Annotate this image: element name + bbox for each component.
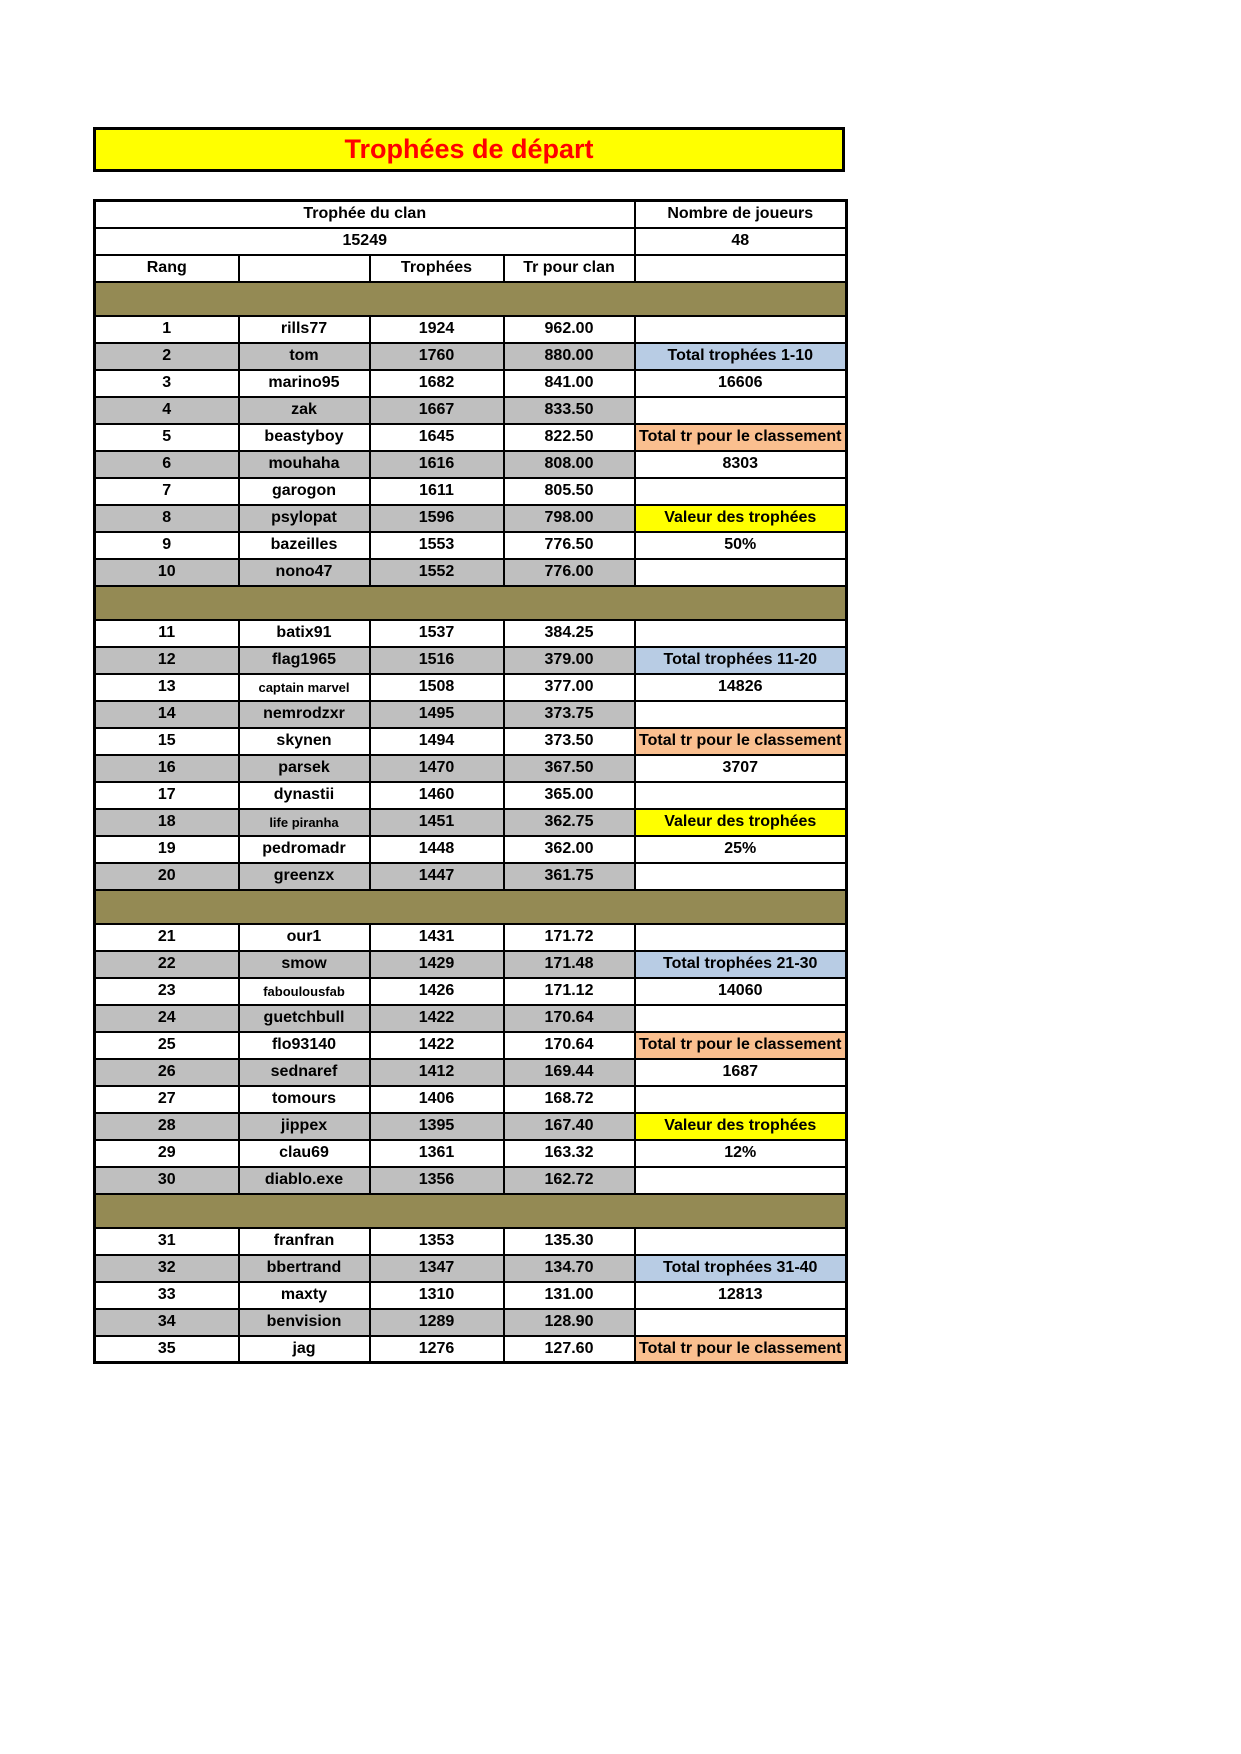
side-label-cell: Valeur des trophées xyxy=(635,809,847,836)
section-separator-band xyxy=(95,282,847,316)
clan-trophies-value: 15249 xyxy=(95,228,635,255)
player-name-cell: smow xyxy=(239,951,370,978)
tr-pour-clan-cell: 167.40 xyxy=(504,1113,635,1140)
trophies-cell: 1429 xyxy=(370,951,504,978)
trophies-cell: 1431 xyxy=(370,924,504,951)
player-row xyxy=(95,1228,847,1255)
rank-cell: 19 xyxy=(95,836,239,863)
side-label-cell: Total tr pour le classement xyxy=(635,728,847,755)
tr-pour-clan-cell: 362.00 xyxy=(504,836,635,863)
side-label-cell: Total tr pour le classement xyxy=(635,424,847,451)
player-name-cell: captain marvel xyxy=(239,674,370,701)
tr-pour-clan-cell: 384.25 xyxy=(504,620,635,647)
player-row xyxy=(95,316,847,343)
rank-cell: 9 xyxy=(95,532,239,559)
tr-pour-clan-cell: 134.70 xyxy=(504,1255,635,1282)
tr-pour-clan-cell: 163.32 xyxy=(504,1140,635,1167)
tr-pour-clan-cell: 162.72 xyxy=(504,1167,635,1194)
trophies-cell: 1682 xyxy=(370,370,504,397)
rank-cell: 33 xyxy=(95,1282,239,1309)
side-label-cell: Total trophées 21-30 xyxy=(635,951,847,978)
trophies-cell: 1451 xyxy=(370,809,504,836)
tr-pour-clan-cell: 833.50 xyxy=(504,397,635,424)
player-row xyxy=(95,1086,847,1113)
trophies-cell: 1596 xyxy=(370,505,504,532)
title-banner xyxy=(93,127,845,172)
player-name-cell: sednaref xyxy=(239,1059,370,1086)
tr-pour-clan-cell: 171.48 xyxy=(504,951,635,978)
col-header-side xyxy=(635,255,847,282)
player-name-cell: nemrodzxr xyxy=(239,701,370,728)
tr-pour-clan-cell: 362.75 xyxy=(504,809,635,836)
player-row xyxy=(95,620,847,647)
rank-cell: 16 xyxy=(95,755,239,782)
tr-pour-clan-cell: 171.72 xyxy=(504,924,635,951)
players-count-value: 48 xyxy=(635,228,847,255)
player-row xyxy=(95,1336,847,1363)
tr-pour-clan-cell: 841.00 xyxy=(504,370,635,397)
rank-cell: 23 xyxy=(95,978,239,1005)
col-header-tr-pour-clan: Tr pour clan xyxy=(504,255,635,282)
player-name-cell: beastyboy xyxy=(239,424,370,451)
tr-pour-clan-cell: 776.50 xyxy=(504,532,635,559)
rank-cell: 4 xyxy=(95,397,239,424)
rank-cell: 30 xyxy=(95,1167,239,1194)
tr-pour-clan-cell: 361.75 xyxy=(504,863,635,890)
player-name-cell: dynastii xyxy=(239,782,370,809)
tr-pour-clan-cell: 805.50 xyxy=(504,478,635,505)
player-row xyxy=(95,1309,847,1336)
trophies-cell: 1508 xyxy=(370,674,504,701)
trophies-cell: 1645 xyxy=(370,424,504,451)
side-value-cell: 12% xyxy=(635,1140,847,1167)
player-name-cell: guetchbull xyxy=(239,1005,370,1032)
side-value-cell: 14826 xyxy=(635,674,847,701)
player-name-cell: flag1965 xyxy=(239,647,370,674)
player-row xyxy=(95,478,847,505)
player-name-cell: batix91 xyxy=(239,620,370,647)
rank-cell: 28 xyxy=(95,1113,239,1140)
player-row xyxy=(95,1282,847,1309)
rank-cell: 1 xyxy=(95,316,239,343)
rank-cell: 12 xyxy=(95,647,239,674)
side-empty-cell xyxy=(635,924,847,951)
rank-cell: 31 xyxy=(95,1228,239,1255)
rank-cell: 14 xyxy=(95,701,239,728)
trophies-cell: 1537 xyxy=(370,620,504,647)
side-value-cell: 1687 xyxy=(635,1059,847,1086)
trophies-cell: 1310 xyxy=(370,1282,504,1309)
side-label-cell: Total trophées 1-10 xyxy=(635,343,847,370)
player-row xyxy=(95,1140,847,1167)
player-name-cell: parsek xyxy=(239,755,370,782)
col-header-name xyxy=(239,255,370,282)
player-row xyxy=(95,924,847,951)
trophies-cell: 1611 xyxy=(370,478,504,505)
trophies-cell: 1426 xyxy=(370,978,504,1005)
rank-cell: 21 xyxy=(95,924,239,951)
side-empty-cell xyxy=(635,782,847,809)
trophies-cell: 1289 xyxy=(370,1309,504,1336)
player-row xyxy=(95,674,847,701)
player-name-cell: skynen xyxy=(239,728,370,755)
side-empty-cell xyxy=(635,1309,847,1336)
trophies-cell: 1760 xyxy=(370,343,504,370)
tr-pour-clan-cell: 962.00 xyxy=(504,316,635,343)
clan-trophies-label: Trophée du clan xyxy=(95,201,635,228)
tr-pour-clan-cell: 168.72 xyxy=(504,1086,635,1113)
player-row xyxy=(95,370,847,397)
trophies-cell: 1395 xyxy=(370,1113,504,1140)
player-name-cell: franfran xyxy=(239,1228,370,1255)
tr-pour-clan-cell: 808.00 xyxy=(504,451,635,478)
player-row xyxy=(95,1005,847,1032)
side-empty-cell xyxy=(635,559,847,586)
trophies-cell: 1552 xyxy=(370,559,504,586)
rank-cell: 11 xyxy=(95,620,239,647)
trophies-cell: 1356 xyxy=(370,1167,504,1194)
rank-cell: 22 xyxy=(95,951,239,978)
player-name-cell: our1 xyxy=(239,924,370,951)
trophies-cell: 1460 xyxy=(370,782,504,809)
column-header-row xyxy=(95,255,847,282)
player-name-cell: pedromadr xyxy=(239,836,370,863)
summary-header-row xyxy=(95,201,847,228)
player-name-cell: tom xyxy=(239,343,370,370)
side-value-cell: 14060 xyxy=(635,978,847,1005)
tr-pour-clan-cell: 128.90 xyxy=(504,1309,635,1336)
trophies-cell: 1494 xyxy=(370,728,504,755)
trophies-cell: 1447 xyxy=(370,863,504,890)
rank-cell: 20 xyxy=(95,863,239,890)
trophies-cell: 1924 xyxy=(370,316,504,343)
side-empty-cell xyxy=(635,1005,847,1032)
player-name-cell: greenzx xyxy=(239,863,370,890)
player-row xyxy=(95,978,847,1005)
side-value-cell: 8303 xyxy=(635,451,847,478)
tr-pour-clan-cell: 776.00 xyxy=(504,559,635,586)
side-empty-cell xyxy=(635,478,847,505)
player-row xyxy=(95,1059,847,1086)
side-empty-cell xyxy=(635,701,847,728)
tr-pour-clan-cell: 379.00 xyxy=(504,647,635,674)
col-header-rank: Rang xyxy=(95,255,239,282)
col-header-trophies: Trophées xyxy=(370,255,504,282)
section-separator-band xyxy=(95,1194,847,1228)
tr-pour-clan-cell: 170.64 xyxy=(504,1032,635,1059)
side-label-cell: Valeur des trophées xyxy=(635,505,847,532)
tr-pour-clan-cell: 135.30 xyxy=(504,1228,635,1255)
trophies-cell: 1470 xyxy=(370,755,504,782)
player-row xyxy=(95,1113,847,1140)
player-name-cell: diablo.exe xyxy=(239,1167,370,1194)
rank-cell: 34 xyxy=(95,1309,239,1336)
player-row xyxy=(95,1255,847,1282)
trophy-table xyxy=(93,199,848,1364)
side-empty-cell xyxy=(635,1167,847,1194)
trophies-cell: 1406 xyxy=(370,1086,504,1113)
section-separator-row xyxy=(95,282,847,316)
player-name-cell: jag xyxy=(239,1336,370,1363)
player-name-cell: bbertrand xyxy=(239,1255,370,1282)
side-empty-cell xyxy=(635,316,847,343)
player-name-cell: flo93140 xyxy=(239,1032,370,1059)
trophies-cell: 1347 xyxy=(370,1255,504,1282)
tr-pour-clan-cell: 373.50 xyxy=(504,728,635,755)
page-title: Trophées de départ xyxy=(344,134,594,164)
tr-pour-clan-cell: 373.75 xyxy=(504,701,635,728)
rank-cell: 3 xyxy=(95,370,239,397)
tr-pour-clan-cell: 170.64 xyxy=(504,1005,635,1032)
player-name-cell: garogon xyxy=(239,478,370,505)
rank-cell: 32 xyxy=(95,1255,239,1282)
player-row xyxy=(95,532,847,559)
trophies-cell: 1553 xyxy=(370,532,504,559)
tr-pour-clan-cell: 822.50 xyxy=(504,424,635,451)
side-value-cell: 16606 xyxy=(635,370,847,397)
side-empty-cell xyxy=(635,1228,847,1255)
side-value-cell: 50% xyxy=(635,532,847,559)
player-row xyxy=(95,863,847,890)
player-row xyxy=(95,951,847,978)
player-row xyxy=(95,782,847,809)
summary-value-row xyxy=(95,228,847,255)
side-label-cell: Valeur des trophées xyxy=(635,1113,847,1140)
player-name-cell: jippex xyxy=(239,1113,370,1140)
section-separator-row xyxy=(95,890,847,924)
rank-cell: 15 xyxy=(95,728,239,755)
tr-pour-clan-cell: 171.12 xyxy=(504,978,635,1005)
side-label-cell: Total tr pour le classement xyxy=(635,1336,847,1363)
side-empty-cell xyxy=(635,1086,847,1113)
player-name-cell: zak xyxy=(239,397,370,424)
players-count-label: Nombre de joueurs xyxy=(635,201,847,228)
side-label-cell: Total trophées 31-40 xyxy=(635,1255,847,1282)
side-label-cell: Total trophées 11-20 xyxy=(635,647,847,674)
side-empty-cell xyxy=(635,863,847,890)
side-label-cell: Total tr pour le classement xyxy=(635,1032,847,1059)
player-name-cell: maxty xyxy=(239,1282,370,1309)
section-separator-band xyxy=(95,890,847,924)
rank-cell: 17 xyxy=(95,782,239,809)
player-name-cell: psylopat xyxy=(239,505,370,532)
player-row xyxy=(95,397,847,424)
tr-pour-clan-cell: 377.00 xyxy=(504,674,635,701)
side-value-cell: 12813 xyxy=(635,1282,847,1309)
player-row xyxy=(95,559,847,586)
tr-pour-clan-cell: 367.50 xyxy=(504,755,635,782)
section-separator-row xyxy=(95,586,847,620)
tr-pour-clan-cell: 798.00 xyxy=(504,505,635,532)
player-row xyxy=(95,505,847,532)
player-row xyxy=(95,1167,847,1194)
section-separator-row xyxy=(95,1194,847,1228)
player-name-cell: mouhaha xyxy=(239,451,370,478)
rank-cell: 2 xyxy=(95,343,239,370)
trophies-cell: 1412 xyxy=(370,1059,504,1086)
rank-cell: 26 xyxy=(95,1059,239,1086)
rank-cell: 13 xyxy=(95,674,239,701)
rank-cell: 10 xyxy=(95,559,239,586)
tr-pour-clan-cell: 169.44 xyxy=(504,1059,635,1086)
trophies-cell: 1495 xyxy=(370,701,504,728)
rank-cell: 6 xyxy=(95,451,239,478)
trophies-cell: 1422 xyxy=(370,1032,504,1059)
player-name-cell: life piranha xyxy=(239,809,370,836)
player-name-cell: bazeilles xyxy=(239,532,370,559)
player-name-cell: tomours xyxy=(239,1086,370,1113)
tr-pour-clan-cell: 880.00 xyxy=(504,343,635,370)
rank-cell: 18 xyxy=(95,809,239,836)
rank-cell: 5 xyxy=(95,424,239,451)
rank-cell: 24 xyxy=(95,1005,239,1032)
rank-cell: 29 xyxy=(95,1140,239,1167)
side-empty-cell xyxy=(635,620,847,647)
player-name-cell: marino95 xyxy=(239,370,370,397)
rank-cell: 8 xyxy=(95,505,239,532)
section-separator-band xyxy=(95,586,847,620)
player-row xyxy=(95,728,847,755)
player-row xyxy=(95,1032,847,1059)
side-value-cell: 3707 xyxy=(635,755,847,782)
trophies-cell: 1361 xyxy=(370,1140,504,1167)
player-row xyxy=(95,424,847,451)
player-row xyxy=(95,836,847,863)
rank-cell: 27 xyxy=(95,1086,239,1113)
player-name-cell: rills77 xyxy=(239,316,370,343)
tr-pour-clan-cell: 365.00 xyxy=(504,782,635,809)
player-row xyxy=(95,451,847,478)
trophies-cell: 1422 xyxy=(370,1005,504,1032)
player-row xyxy=(95,809,847,836)
rank-cell: 35 xyxy=(95,1336,239,1363)
player-name-cell: benvision xyxy=(239,1309,370,1336)
side-empty-cell xyxy=(635,397,847,424)
trophies-cell: 1616 xyxy=(370,451,504,478)
trophies-cell: 1448 xyxy=(370,836,504,863)
trophies-cell: 1353 xyxy=(370,1228,504,1255)
player-row xyxy=(95,647,847,674)
trophies-cell: 1516 xyxy=(370,647,504,674)
side-value-cell: 25% xyxy=(635,836,847,863)
player-name-cell: faboulousfab xyxy=(239,978,370,1005)
player-row xyxy=(95,701,847,728)
player-row xyxy=(95,755,847,782)
player-name-cell: clau69 xyxy=(239,1140,370,1167)
trophies-cell: 1276 xyxy=(370,1336,504,1363)
rank-cell: 25 xyxy=(95,1032,239,1059)
tr-pour-clan-cell: 127.60 xyxy=(504,1336,635,1363)
trophies-cell: 1667 xyxy=(370,397,504,424)
player-row xyxy=(95,343,847,370)
player-name-cell: nono47 xyxy=(239,559,370,586)
rank-cell: 7 xyxy=(95,478,239,505)
tr-pour-clan-cell: 131.00 xyxy=(504,1282,635,1309)
